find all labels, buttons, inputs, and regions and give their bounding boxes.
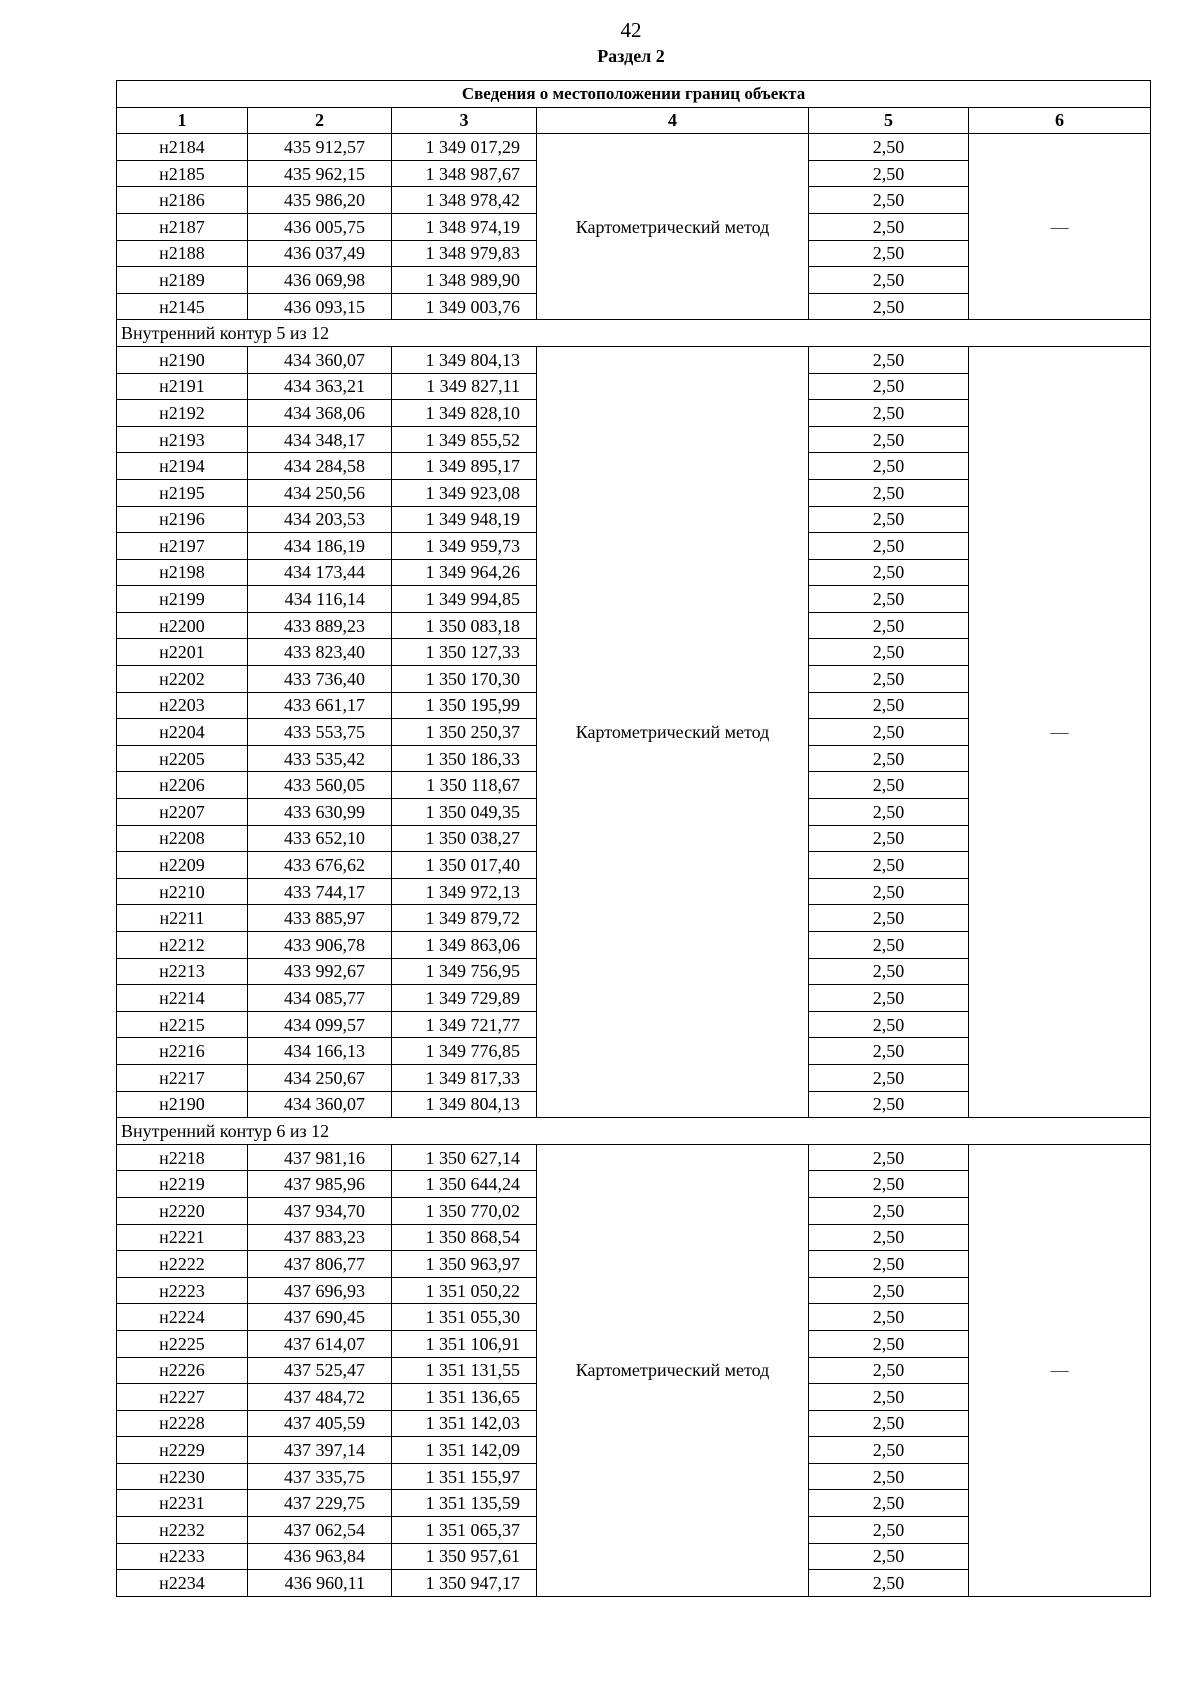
x-coordinate-cell: 434 250,56: [248, 479, 392, 506]
contour-header-row: [117, 320, 1151, 347]
x-coordinate-cell: 437 229,75: [248, 1490, 392, 1517]
accuracy-cell: 2,50: [809, 639, 969, 666]
y-coordinate-cell: 1 349 017,29: [392, 134, 537, 161]
point-id-cell: н2197: [117, 533, 248, 560]
x-coordinate-cell: 436 093,15: [248, 293, 392, 320]
x-coordinate-cell: 434 360,07: [248, 346, 392, 373]
y-coordinate-cell: 1 349 756,95: [392, 958, 537, 985]
point-id-cell: н2202: [117, 666, 248, 693]
accuracy-cell: 2,50: [809, 160, 969, 187]
point-id-cell: н2195: [117, 479, 248, 506]
point-id-cell: н2230: [117, 1463, 248, 1490]
point-id-cell: н2212: [117, 932, 248, 959]
x-coordinate-cell: 433 823,40: [248, 639, 392, 666]
y-coordinate-cell: 1 349 923,08: [392, 479, 537, 506]
accuracy-cell: 2,50: [809, 1224, 969, 1251]
x-coordinate-cell: 434 099,57: [248, 1011, 392, 1038]
point-id-cell: н2200: [117, 612, 248, 639]
point-id-cell: н2199: [117, 586, 248, 613]
point-id-cell: н2218: [117, 1144, 248, 1171]
y-coordinate-cell: 1 348 978,42: [392, 187, 537, 214]
point-id-cell: н2233: [117, 1543, 248, 1570]
column-number-5: 5: [809, 107, 969, 134]
point-id-cell: н2215: [117, 1011, 248, 1038]
accuracy-cell: 2,50: [809, 1384, 969, 1411]
x-coordinate-cell: 436 963,84: [248, 1543, 392, 1570]
accuracy-cell: 2,50: [809, 1410, 969, 1437]
y-coordinate-cell: 1 349 972,13: [392, 878, 537, 905]
point-id-cell: н2188: [117, 240, 248, 267]
accuracy-cell: 2,50: [809, 1011, 969, 1038]
x-coordinate-cell: 434 116,14: [248, 586, 392, 613]
x-coordinate-cell: 433 906,78: [248, 932, 392, 959]
y-coordinate-cell: 1 350 083,18: [392, 612, 537, 639]
x-coordinate-cell: 433 992,67: [248, 958, 392, 985]
point-id-cell: н2217: [117, 1064, 248, 1091]
accuracy-cell: 2,50: [809, 400, 969, 427]
column-numbers-row: [117, 107, 1151, 134]
y-coordinate-cell: 1 351 050,22: [392, 1277, 537, 1304]
y-coordinate-cell: 1 349 855,52: [392, 426, 537, 453]
x-coordinate-cell: 434 363,21: [248, 373, 392, 400]
accuracy-cell: 2,50: [809, 506, 969, 533]
y-coordinate-cell: 1 351 065,37: [392, 1517, 537, 1544]
x-coordinate-cell: 433 535,42: [248, 745, 392, 772]
accuracy-cell: 2,50: [809, 719, 969, 746]
accuracy-cell: 2,50: [809, 293, 969, 320]
x-coordinate-cell: 437 484,72: [248, 1384, 392, 1411]
column-number-3: 3: [392, 107, 537, 134]
x-coordinate-cell: 433 885,97: [248, 905, 392, 932]
y-coordinate-cell: 1 351 106,91: [392, 1330, 537, 1357]
x-coordinate-cell: 433 744,17: [248, 878, 392, 905]
x-coordinate-cell: 436 005,75: [248, 213, 392, 240]
point-id-cell: н2206: [117, 772, 248, 799]
accuracy-cell: 2,50: [809, 1171, 969, 1198]
x-coordinate-cell: 433 630,99: [248, 799, 392, 826]
table-caption: Сведения о местоположении границ объекта: [117, 81, 1151, 108]
accuracy-cell: 2,50: [809, 1277, 969, 1304]
y-coordinate-cell: 1 349 729,89: [392, 985, 537, 1012]
x-coordinate-cell: 435 986,20: [248, 187, 392, 214]
contour-label: Внутренний контур 6 из 12: [117, 1118, 1151, 1145]
x-coordinate-cell: 434 173,44: [248, 559, 392, 586]
accuracy-cell: 2,50: [809, 1251, 969, 1278]
y-coordinate-cell: 1 348 989,90: [392, 267, 537, 294]
point-id-cell: н2201: [117, 639, 248, 666]
point-id-cell: н2145: [117, 293, 248, 320]
y-coordinate-cell: 1 349 804,13: [392, 1091, 537, 1118]
y-coordinate-cell: 1 350 627,14: [392, 1144, 537, 1171]
point-id-cell: н2203: [117, 692, 248, 719]
table-row: [117, 346, 1151, 373]
point-id-cell: н2191: [117, 373, 248, 400]
accuracy-cell: 2,50: [809, 373, 969, 400]
table-caption-row: [117, 81, 1151, 108]
point-id-cell: н2196: [117, 506, 248, 533]
page-number: 42: [620, 18, 642, 42]
y-coordinate-cell: 1 350 957,61: [392, 1543, 537, 1570]
y-coordinate-cell: 1 350 868,54: [392, 1224, 537, 1251]
x-coordinate-cell: 433 889,23: [248, 612, 392, 639]
point-id-cell: н2187: [117, 213, 248, 240]
point-id-cell: н2226: [117, 1357, 248, 1384]
point-id-cell: н2224: [117, 1304, 248, 1331]
x-coordinate-cell: 434 250,67: [248, 1064, 392, 1091]
y-coordinate-cell: 1 349 804,13: [392, 346, 537, 373]
accuracy-cell: 2,50: [809, 1570, 969, 1597]
point-id-cell: н2219: [117, 1171, 248, 1198]
y-coordinate-cell: 1 351 131,55: [392, 1357, 537, 1384]
accuracy-cell: 2,50: [809, 1144, 969, 1171]
x-coordinate-cell: 433 736,40: [248, 666, 392, 693]
x-coordinate-cell: 437 806,77: [248, 1251, 392, 1278]
x-coordinate-cell: 434 166,13: [248, 1038, 392, 1065]
y-coordinate-cell: 1 351 155,97: [392, 1463, 537, 1490]
x-coordinate-cell: 437 883,23: [248, 1224, 392, 1251]
x-coordinate-cell: 437 405,59: [248, 1410, 392, 1437]
accuracy-cell: 2,50: [809, 905, 969, 932]
accuracy-cell: 2,50: [809, 479, 969, 506]
y-coordinate-cell: 1 350 017,40: [392, 852, 537, 879]
y-coordinate-cell: 1 351 055,30: [392, 1304, 537, 1331]
accuracy-cell: 2,50: [809, 213, 969, 240]
point-id-cell: н2205: [117, 745, 248, 772]
point-id-cell: н2189: [117, 267, 248, 294]
accuracy-cell: 2,50: [809, 932, 969, 959]
accuracy-cell: 2,50: [809, 1437, 969, 1464]
y-coordinate-cell: 1 351 136,65: [392, 1384, 537, 1411]
note-cell: —: [969, 134, 1151, 320]
point-id-cell: н2216: [117, 1038, 248, 1065]
accuracy-cell: 2,50: [809, 1197, 969, 1224]
contour-label: Внутренний контур 5 из 12: [117, 320, 1151, 347]
accuracy-cell: 2,50: [809, 267, 969, 294]
y-coordinate-cell: 1 348 987,67: [392, 160, 537, 187]
y-coordinate-cell: 1 350 250,37: [392, 719, 537, 746]
accuracy-cell: 2,50: [809, 692, 969, 719]
point-id-cell: н2207: [117, 799, 248, 826]
coordinates-table: [116, 80, 1151, 1597]
y-coordinate-cell: 1 349 003,76: [392, 293, 537, 320]
point-id-cell: н2193: [117, 426, 248, 453]
accuracy-cell: 2,50: [809, 1064, 969, 1091]
accuracy-cell: 2,50: [809, 187, 969, 214]
accuracy-cell: 2,50: [809, 1357, 969, 1384]
y-coordinate-cell: 1 349 828,10: [392, 400, 537, 427]
accuracy-cell: 2,50: [809, 799, 969, 826]
point-id-cell: н2209: [117, 852, 248, 879]
accuracy-cell: 2,50: [809, 878, 969, 905]
accuracy-cell: 2,50: [809, 852, 969, 879]
accuracy-cell: 2,50: [809, 958, 969, 985]
point-id-cell: н2220: [117, 1197, 248, 1224]
point-id-cell: н2186: [117, 187, 248, 214]
x-coordinate-cell: 437 985,96: [248, 1171, 392, 1198]
accuracy-cell: 2,50: [809, 453, 969, 480]
method-cell: Картометрический метод: [537, 1144, 809, 1596]
table-row: [117, 134, 1151, 161]
point-id-cell: н2210: [117, 878, 248, 905]
point-id-cell: н2208: [117, 825, 248, 852]
x-coordinate-cell: 437 335,75: [248, 1463, 392, 1490]
x-coordinate-cell: 435 912,57: [248, 134, 392, 161]
y-coordinate-cell: 1 350 127,33: [392, 639, 537, 666]
point-id-cell: н2223: [117, 1277, 248, 1304]
accuracy-cell: 2,50: [809, 1330, 969, 1357]
x-coordinate-cell: 433 560,05: [248, 772, 392, 799]
x-coordinate-cell: 437 397,14: [248, 1437, 392, 1464]
point-id-cell: н2185: [117, 160, 248, 187]
accuracy-cell: 2,50: [809, 825, 969, 852]
x-coordinate-cell: 436 069,98: [248, 267, 392, 294]
accuracy-cell: 2,50: [809, 666, 969, 693]
x-coordinate-cell: 433 661,17: [248, 692, 392, 719]
method-cell: Картометрический метод: [537, 346, 809, 1117]
point-id-cell: н2221: [117, 1224, 248, 1251]
y-coordinate-cell: 1 351 135,59: [392, 1490, 537, 1517]
y-coordinate-cell: 1 349 827,11: [392, 373, 537, 400]
accuracy-cell: 2,50: [809, 586, 969, 613]
y-coordinate-cell: 1 348 979,83: [392, 240, 537, 267]
point-id-cell: н2228: [117, 1410, 248, 1437]
accuracy-cell: 2,50: [809, 1091, 969, 1118]
y-coordinate-cell: 1 349 721,77: [392, 1011, 537, 1038]
column-number-1: 1: [117, 107, 248, 134]
y-coordinate-cell: 1 349 817,33: [392, 1064, 537, 1091]
accuracy-cell: 2,50: [809, 1463, 969, 1490]
accuracy-cell: 2,50: [809, 533, 969, 560]
accuracy-cell: 2,50: [809, 559, 969, 586]
y-coordinate-cell: 1 351 142,09: [392, 1437, 537, 1464]
note-cell: —: [969, 1144, 1151, 1596]
y-coordinate-cell: 1 349 895,17: [392, 453, 537, 480]
x-coordinate-cell: 435 962,15: [248, 160, 392, 187]
x-coordinate-cell: 434 360,07: [248, 1091, 392, 1118]
y-coordinate-cell: 1 350 170,30: [392, 666, 537, 693]
y-coordinate-cell: 1 349 964,26: [392, 559, 537, 586]
y-coordinate-cell: 1 351 142,03: [392, 1410, 537, 1437]
x-coordinate-cell: 436 960,11: [248, 1570, 392, 1597]
point-id-cell: н2234: [117, 1570, 248, 1597]
accuracy-cell: 2,50: [809, 240, 969, 267]
x-coordinate-cell: 437 981,16: [248, 1144, 392, 1171]
column-number-6: 6: [969, 107, 1151, 134]
point-id-cell: н2225: [117, 1330, 248, 1357]
x-coordinate-cell: 437 614,07: [248, 1330, 392, 1357]
x-coordinate-cell: 433 676,62: [248, 852, 392, 879]
point-id-cell: н2232: [117, 1517, 248, 1544]
y-coordinate-cell: 1 350 963,97: [392, 1251, 537, 1278]
point-id-cell: н2211: [117, 905, 248, 932]
section-title: Раздел 2: [597, 46, 665, 66]
point-id-cell: н2190: [117, 1091, 248, 1118]
y-coordinate-cell: 1 350 770,02: [392, 1197, 537, 1224]
point-id-cell: н2192: [117, 400, 248, 427]
accuracy-cell: 2,50: [809, 346, 969, 373]
point-id-cell: н2229: [117, 1437, 248, 1464]
y-coordinate-cell: 1 349 959,73: [392, 533, 537, 560]
x-coordinate-cell: 437 696,93: [248, 1277, 392, 1304]
y-coordinate-cell: 1 350 195,99: [392, 692, 537, 719]
y-coordinate-cell: 1 349 948,19: [392, 506, 537, 533]
point-id-cell: н2198: [117, 559, 248, 586]
accuracy-cell: 2,50: [809, 1490, 969, 1517]
point-id-cell: н2194: [117, 453, 248, 480]
accuracy-cell: 2,50: [809, 426, 969, 453]
point-id-cell: н2204: [117, 719, 248, 746]
y-coordinate-cell: 1 348 974,19: [392, 213, 537, 240]
accuracy-cell: 2,50: [809, 1038, 969, 1065]
x-coordinate-cell: 433 553,75: [248, 719, 392, 746]
point-id-cell: н2231: [117, 1490, 248, 1517]
point-id-cell: н2214: [117, 985, 248, 1012]
point-id-cell: н2190: [117, 346, 248, 373]
accuracy-cell: 2,50: [809, 1543, 969, 1570]
accuracy-cell: 2,50: [809, 1517, 969, 1544]
x-coordinate-cell: 437 062,54: [248, 1517, 392, 1544]
point-id-cell: н2227: [117, 1384, 248, 1411]
accuracy-cell: 2,50: [809, 134, 969, 161]
y-coordinate-cell: 1 349 776,85: [392, 1038, 537, 1065]
y-coordinate-cell: 1 349 863,06: [392, 932, 537, 959]
note-cell: —: [969, 346, 1151, 1117]
y-coordinate-cell: 1 349 994,85: [392, 586, 537, 613]
method-cell: Картометрический метод: [537, 134, 809, 320]
x-coordinate-cell: 434 284,58: [248, 453, 392, 480]
accuracy-cell: 2,50: [809, 772, 969, 799]
x-coordinate-cell: 434 203,53: [248, 506, 392, 533]
x-coordinate-cell: 434 085,77: [248, 985, 392, 1012]
accuracy-cell: 2,50: [809, 745, 969, 772]
point-id-cell: н2222: [117, 1251, 248, 1278]
x-coordinate-cell: 436 037,49: [248, 240, 392, 267]
y-coordinate-cell: 1 350 947,17: [392, 1570, 537, 1597]
table-row: [117, 1144, 1151, 1171]
x-coordinate-cell: 434 186,19: [248, 533, 392, 560]
y-coordinate-cell: 1 349 879,72: [392, 905, 537, 932]
accuracy-cell: 2,50: [809, 1304, 969, 1331]
y-coordinate-cell: 1 350 049,35: [392, 799, 537, 826]
x-coordinate-cell: 434 368,06: [248, 400, 392, 427]
point-id-cell: н2184: [117, 134, 248, 161]
column-number-4: 4: [537, 107, 809, 134]
y-coordinate-cell: 1 350 186,33: [392, 745, 537, 772]
y-coordinate-cell: 1 350 118,67: [392, 772, 537, 799]
point-id-cell: н2213: [117, 958, 248, 985]
accuracy-cell: 2,50: [809, 612, 969, 639]
x-coordinate-cell: 434 348,17: [248, 426, 392, 453]
column-number-2: 2: [248, 107, 392, 134]
x-coordinate-cell: 437 525,47: [248, 1357, 392, 1384]
x-coordinate-cell: 437 690,45: [248, 1304, 392, 1331]
x-coordinate-cell: 437 934,70: [248, 1197, 392, 1224]
table-body: [117, 81, 1151, 1597]
accuracy-cell: 2,50: [809, 985, 969, 1012]
y-coordinate-cell: 1 350 038,27: [392, 825, 537, 852]
x-coordinate-cell: 433 652,10: [248, 825, 392, 852]
y-coordinate-cell: 1 350 644,24: [392, 1171, 537, 1198]
contour-header-row: [117, 1118, 1151, 1145]
